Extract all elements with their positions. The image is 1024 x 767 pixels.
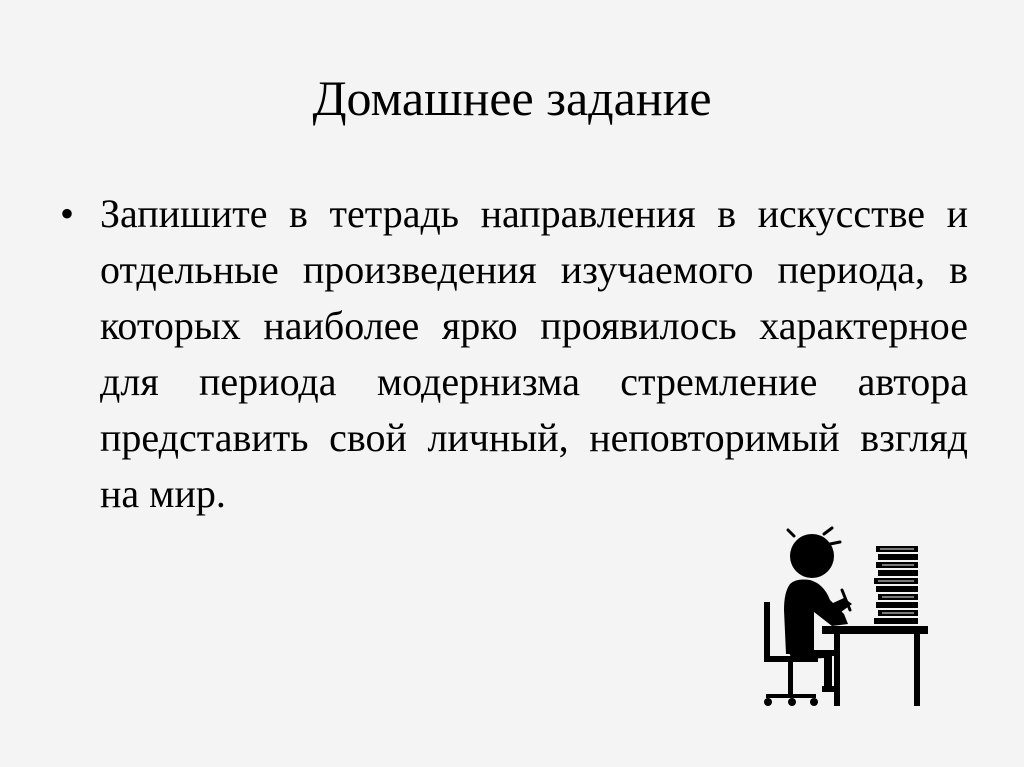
head-icon — [790, 534, 834, 578]
student-studying-at-desk-icon — [752, 524, 932, 714]
bullet-list — [60, 186, 968, 522]
bullet-item — [60, 186, 968, 522]
book-stack-icon — [874, 546, 918, 624]
bullet-text: Запишите в тетрадь направления в искусстве и отдельные произведения изучаемого периода, в которых наиболее ярко проявилось характерное для периода модернизма стремление автора представить свой личный, неповторимый взгляд на мир. — [100, 191, 968, 516]
slide-title: Домашнее задание — [312, 70, 712, 126]
bullet-marker: • — [60, 191, 75, 236]
